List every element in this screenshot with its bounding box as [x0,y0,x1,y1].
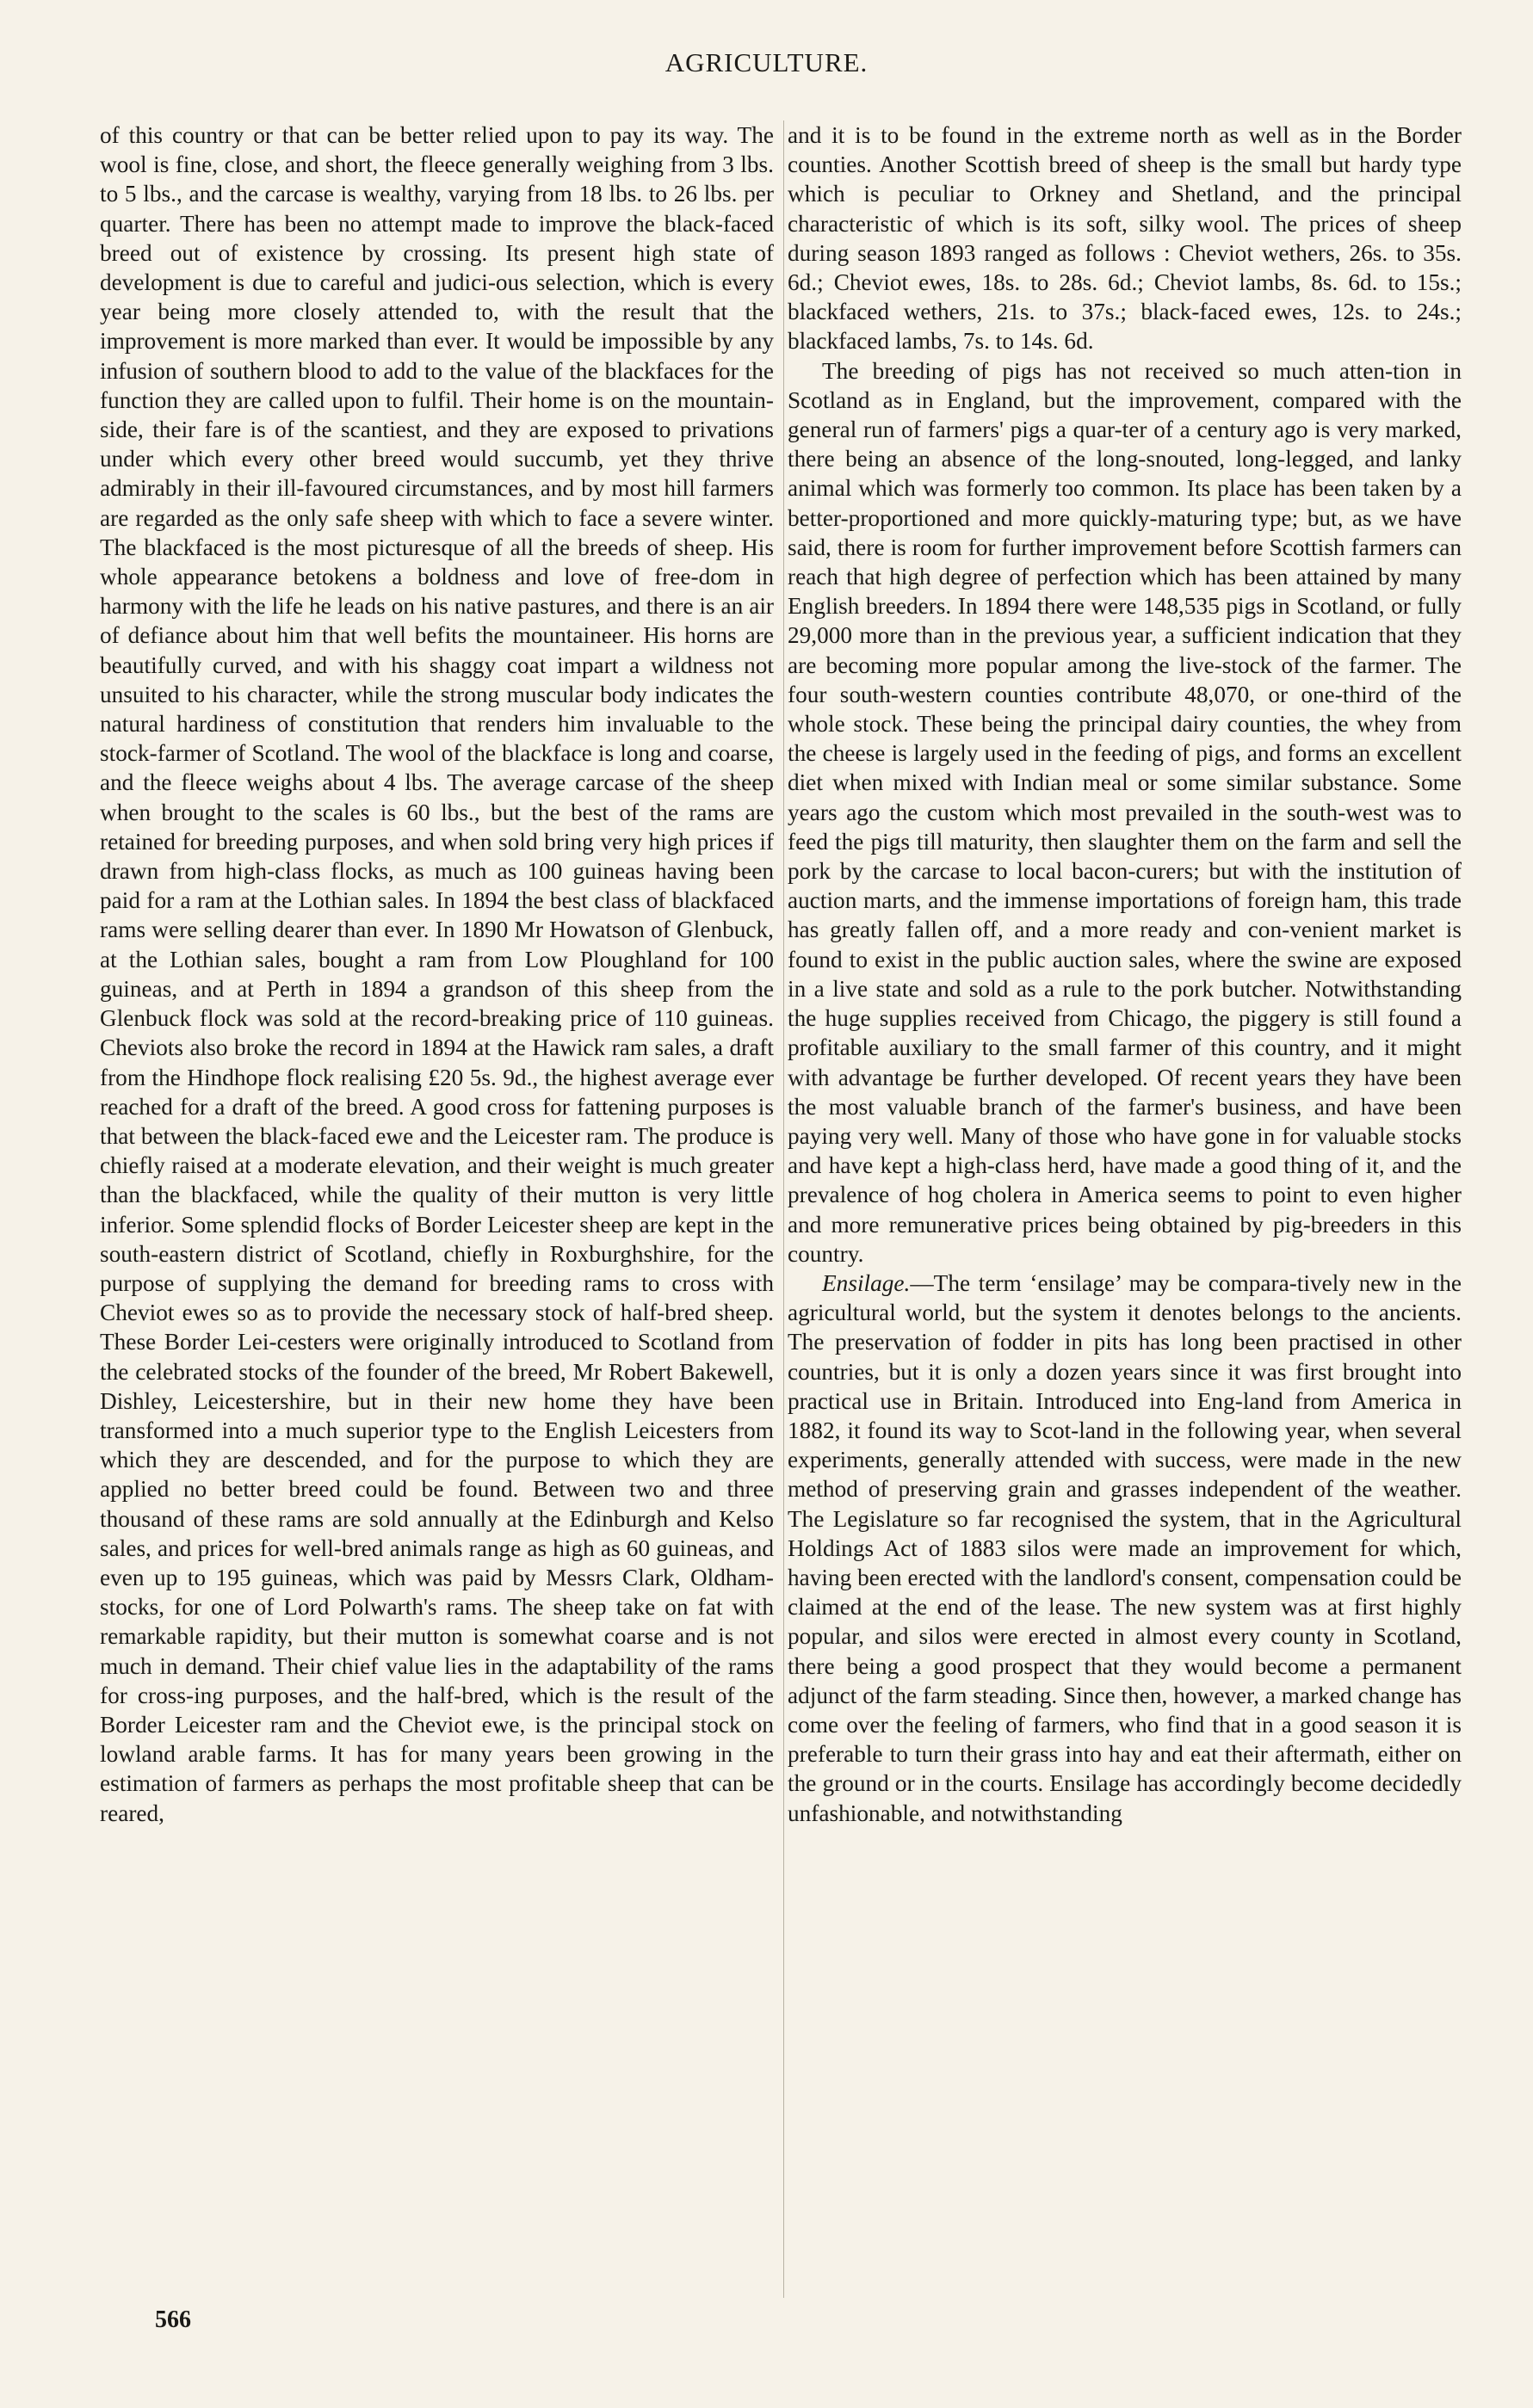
ensilage-text: —The term ‘ensilage’ may be compara-tively new in the agricultural world, but the system it denotes belongs to the ancients. The preservation of fodder in pits has long been practised in other countries, but it is only a dozen years since it was first brought into practical use in Britain. Introduced into Eng-land from America in 1882, it found its way to Scot-land in the following year, when several experiments, generally attended with success, were made in the new method of preserving grain and grasses independent of the weather. The Legislature so far recognised the system, that in the Agricultural Holdings Act of 1883 silos were made an improvement for which, having been erected with the landlord's consent, compensation could be claimed at the end of the lease. The new system was at first highly popular, and silos were erected in almost every county in Scotland, there being a good prospect that they would become a permanent adjunct of the farm steading. Since then, however, a marked change has come over the feeling of farmers, who find that in a good season it is preferable to turn their grass into hay and eat their aftermath, either on the ground or in the courts. Ensilage has accordingly become decidedly unfashionable, and notwithstanding [788,1269,1462,1826]
right-column [788,120,1462,1828]
left-column [100,120,774,1828]
column-divider [783,120,784,2298]
ensilage-heading: Ensilage. [822,1269,911,1296]
page-number: 566 [155,2306,191,2333]
ensilage-paragraph [788,1269,1462,1828]
running-head: AGRICULTURE. [665,47,868,77]
paragraph: of this country or that can be better relied upon to pay its way. The wool is fine, close, and short, the fleece generally weighing from 3 lbs. to 5 lbs., and the carcase is wealthy, varying from 18 lbs. to 26 lbs. per quarter. There has been no attempt made to improve the black-faced breed out of existence by crossing. Its present high state of development is due to careful and judici-ous selection, which is every year being more closely attended to, with the result that the improvement is more marked than ever. It would be impossible by any infusion of southern blood to add to the value of the blackfaces for the function they are called upon to fulfil. Their home is on the mountain-side, their fare is of the scantiest, and they are exposed to privations under which every other breed would succumb, yet they thrive admirably in their ill-favoured circumstances, and by most hill farmers are regarded as the only safe sheep with which to face a severe winter. The blackfaced is the most picturesque of all the breeds of sheep. His whole appearance betokens a boldness and love of free-dom in harmony with the life he leads on his native pastures, and there is an air of defiance about him that well befits the mountaineer. His horns are beautifully curved, and with his shaggy coat impart a wildness not unsuited to his character, while the strong muscular body indicates the natural hardiness of constitution that renders him invaluable to the stock-farmer of Scotland. The wool of the blackface is long and coarse, and the fleece weighs about 4 lbs. The average carcase of the sheep when brought to the scales is 60 lbs., but the best of the rams are retained for breeding purposes, and when sold bring very high prices if drawn from high-class flocks, as much as 100 guineas having been paid for a ram at the Lothian sales. In 1894 the best class of blackfaced rams were selling dearer than ever. In 1890 Mr Howatson of Glenbuck, at the Lothian sales, bought a ram from Low Ploughland for 100 guineas, and at Perth in 1894 a grandson of this sheep from the Glenbuck flock was sold at the record-breaking price of 110 guineas. Cheviots also broke the record in 1894 at the Hawick ram sales, a draft from the Hindhope flock realising £20 5s. 9d., the highest average ever reached for a draft of the breed. A good cross for fattening purposes is that between the black-faced ewe and the Leicester ram. The produce is chiefly raised at a moderate elevation, and their weight is much greater than the blackfaced, while the quality of their mutton is very little inferior. Some splendid flocks of Border Leicester sheep are kept in the south-eastern district of Scotland, chiefly in Roxburghshire, for the purpose of supplying the demand for breeding rams to cross with Cheviot ewes so as to provide the necessary stock of half-bred sheep. These Border Lei-cesters were originally introduced to Scotland from the celebrated stocks of the founder of the breed, Mr Robert Bakewell, Dishley, Leicestershire, but in their new home they have been transformed into a much superior type to the English Leicesters from which they are descended, and for the purpose to which they are applied no better breed could be found. Between two and three thousand of these rams are sold annually at the Edinburgh and Kelso sales, and prices for well-bred animals range as high as 60 guineas, and even up to 195 guineas, which was paid by Messrs Clark, Oldham-stocks, for one of Lord Polwarth's rams. The sheep take on fat with remarkable rapidity, but their mutton is somewhat coarse and is not much in demand. Their chief value lies in the adaptability of the rams for cross-ing purposes, and the half-bred, which is the result of the Border Leicester ram and the Cheviot ewe, is the principal stock on lowland arable farms. It has for many years been growing in the estimation of farmers as perhaps the most profitable sheep that can be reared, [100,122,774,1826]
paragraph: and it is to be found in the extreme north as well as in the Border counties. Another Scottish breed of sheep is the small but hardy type which is peculiar to Orkney and Shetland, and the principal characteristic of which is its soft, silky wool. The prices of sheep during season 1893 ranged as follows : Cheviot wethers, 26s. to 35s. 6d.; Cheviot ewes, 18s. to 28s. 6d.; Cheviot lambs, 8s. 6d. to 15s.; blackfaced wethers, 21s. to 37s.; black-faced ewes, 12s. to 24s.; blackfaced lambs, 7s. to 14s. 6d. [788,122,1462,355]
paragraph: The breeding of pigs has not received so much atten-tion in Scotland as in England, but the improvement, compared with the general run of farmers' pigs a quar-ter of a century ago is very marked, there being an absence of the long-snouted, long-legged, and lanky animal which was formerly too common. Its place has been taken by a better-proportioned and more quickly-maturing type; but, as we have said, there is room for further improvement before Scottish farmers can reach that high degree of perfection which has been attained by many English breeders. In 1894 there were 148,535 pigs in Scotland, or fully 29,000 more than in the previous year, a sufficient indication that they are becoming more popular among the live-stock of the farmer. The four south-western counties contribute 48,070, or one-third of the whole stock. These being the principal dairy counties, the whey from the cheese is largely used in the feeding of pigs, and forms an excellent diet when mixed with Indian meal or some similar substance. Some years ago the custom which most prevailed in the south-west was to feed the pigs till maturity, then slaughter them on the farm and sell the pork by the carcase to local bacon-curers; but with the institution of auction marts, and the immense importations of foreign ham, this trade has greatly fallen off, and a more ready and con-venient market is found to exist in the public auction sales, where the swine are exposed in a live state and sold as a rule to the pork butcher. Notwithstanding the huge supplies received from Chicago, the piggery is still found a profitable auxiliary to the small farmer of this country, and it might with advantage be further developed. Of recent years they have been the most valuable branch of the farmer's business, and have been paying very well. Many of those who have gone in for valuable stocks and have kept a high-class herd, have made a good thing of it, and the prevalence of hog cholera in America seems to point to even higher and more remunerative prices being obtained by pig-breeders in this country. [788,357,1462,1267]
